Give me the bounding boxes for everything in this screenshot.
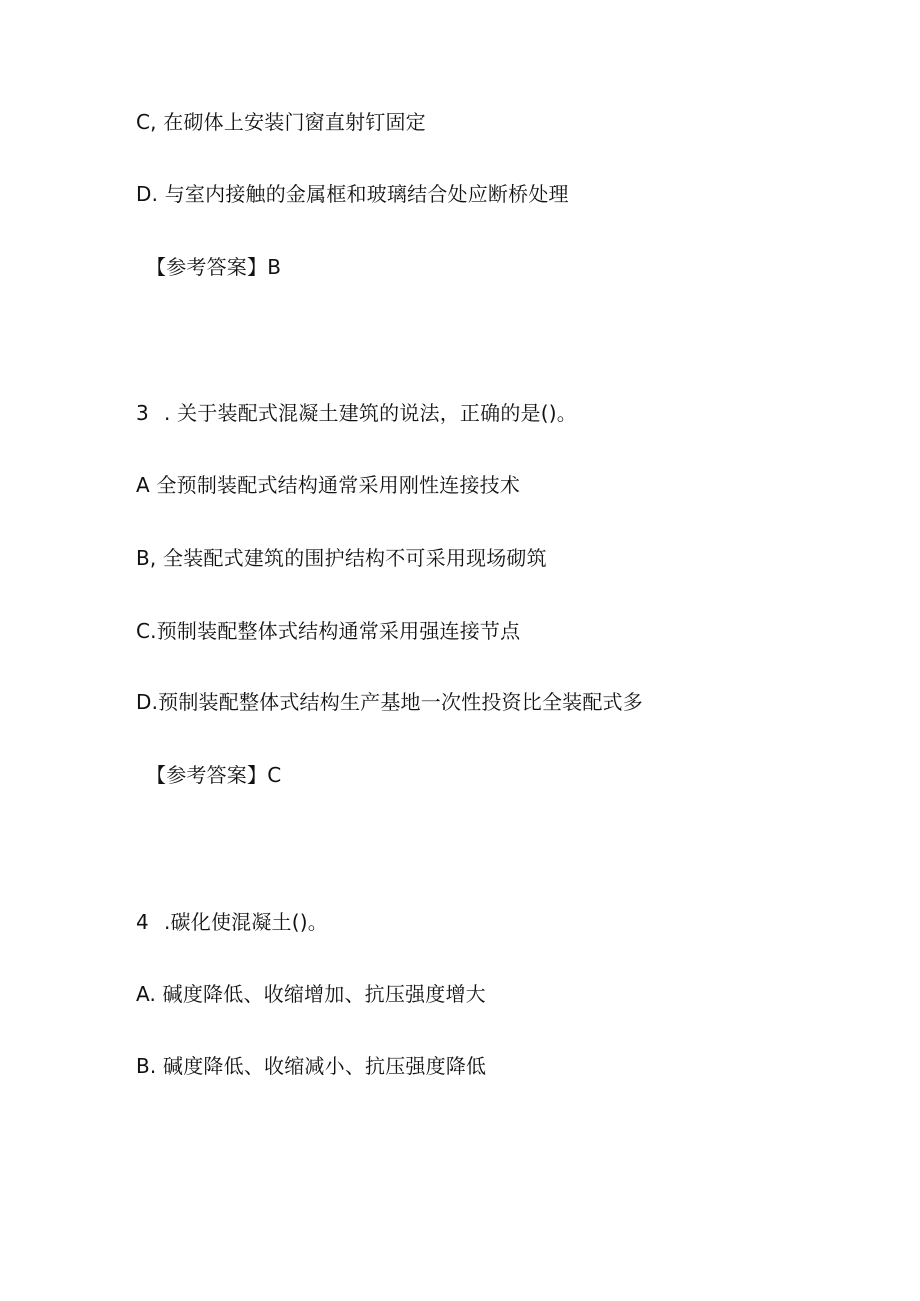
q4-stem-text: .碳化使混凝土()。 <box>164 910 328 934</box>
q4-option-a: A. 碱度降低、收缩增加、抗压强度增大 <box>136 982 486 1006</box>
q3-option-c: C.预制装配整体式结构通常采用强连接节点 <box>136 619 521 643</box>
q4-stem <box>136 909 328 935</box>
q2-option-c: C, 在砌体上安装门窗直射钉固定 <box>136 110 426 134</box>
q3-stem-text: . 关于装配式混凝土建筑的说法，正确的是()。 <box>164 401 577 425</box>
q2-option-d: D. 与室内接触的金属框和玻璃结合处应断桥处理 <box>136 182 569 206</box>
q3-option-a: A 全预制装配式结构通常采用刚性连接技术 <box>136 473 521 497</box>
q3-stem <box>136 400 577 426</box>
q3-option-d: D.预制装配整体式结构生产基地一次性投资比全装配式多 <box>136 690 643 714</box>
q3-number: 3 <box>136 401 149 425</box>
q3-option-b: B, 全装配式建筑的围护结构不可采用现场砌筑 <box>136 546 547 570</box>
q4-number: 4 <box>136 910 149 934</box>
q4-option-b: B. 碱度降低、收缩减小、抗压强度降低 <box>136 1054 487 1078</box>
q3-answer: 【参考答案】C <box>146 763 282 787</box>
q2-answer: 【参考答案】B <box>146 255 282 279</box>
